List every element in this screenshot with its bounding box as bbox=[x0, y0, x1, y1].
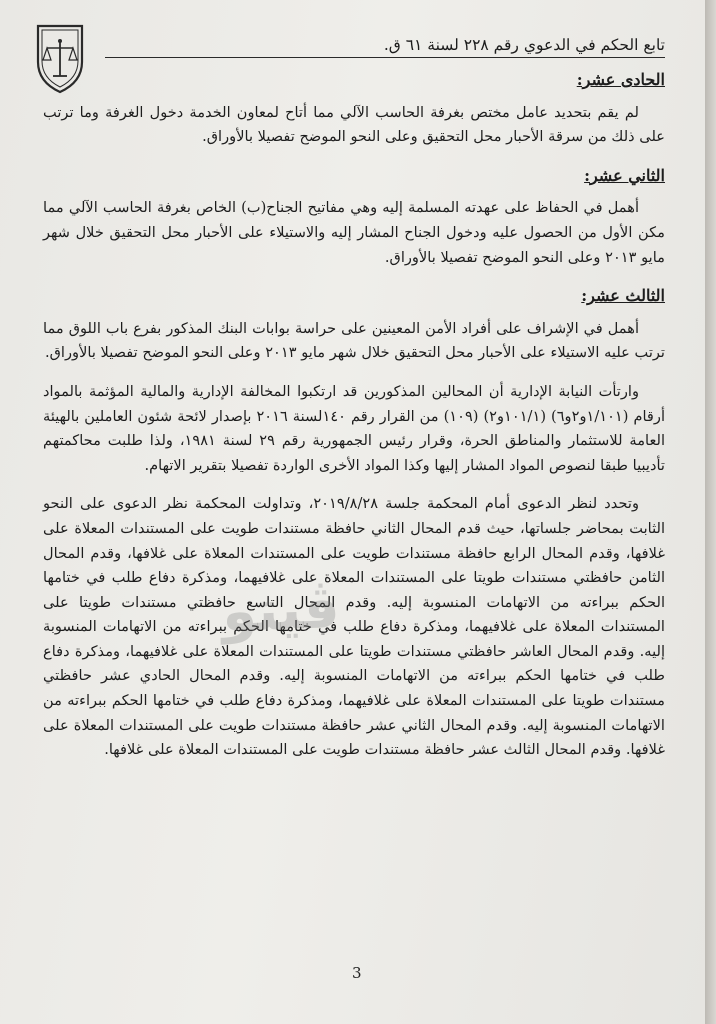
case-header: تابع الحكم في الدعوي رقم ٢٢٨ لسنة ٦١ ق. bbox=[105, 36, 665, 58]
page-edge bbox=[705, 0, 716, 1024]
page-number: 3 bbox=[352, 964, 362, 982]
prosecution-paragraph: وارتأت النيابة الإدارية أن المحالين المذكورين قد ارتكبوا المخالفة الإدارية والمالية المؤثمة بالمواد أرقام (١/١٠١و٢و٦) (١٠١/١و٢) (١٠٩) من القرار رقم ١٤٠لسنة ٢٠١٦ بإصدار لائحة شئون العاملين بالهيئة العامة للاستثمار والمناطق الحرة، وقرار رئيس الجمهورية رقم ٢٩ لسنة ١٩٨١، ولذا طلبت محاكمتهم تأديبيا طبقا لنصوص المواد المشار إليها وكذا المواد الأخرى الواردة تفصيلا بتقرير الاتهام. bbox=[43, 382, 666, 474]
section-paragraph-twelfth: أهمل في الحفاظ على عهدته المسلمة إليه وهي مفاتيح الجناح(ب) الخاص بغرفة الحاسب الآلي مما مكن الأول من الحصول عليه ودخول الجناح المشار إليه والاستيلاء على الأحبار محل التحقيق خلال شهر مايو ٢٠١٣ وعلى النحو الموضح تفصيلا بالأوراق. bbox=[43, 199, 665, 266]
document-content bbox=[43, 62, 665, 773]
watermark: ڤيتو bbox=[220, 575, 341, 646]
section-title-twelfth: الثاني عشر: bbox=[584, 165, 665, 185]
section-title-thirteenth: الثالث عشر: bbox=[581, 286, 665, 306]
section-paragraph-eleventh: لم يقم بتحديد عامل مختص بغرفة الحاسب الآلي مما أتاح لمعاون الخدمة دخول الغرفة وما ترتب على ذلك من سرقة الأحبار محل التحقيق وعلى النحو الموضح تفصيلا بالأوراق. bbox=[43, 103, 665, 146]
section-title-eleventh: الحادى عشر: bbox=[576, 70, 665, 89]
section-paragraph-thirteenth: أهمل في الإشراف على أفراد الأمن المعينين على حراسة بوابات البنك المذكور بفرع باب اللوق مما ترتب عليه الاستيلاء على الأحبار محل التحقيق خلال شهر مايو ٢٠١٣ وعلى النحو الموضح تفصيلا بالأوراق. bbox=[43, 319, 665, 362]
hearing-paragraph: وتحدد لنظر الدعوى أمام المحكمة جلسة ٢٠١٩/٨/٢٨، وتداولت المحكمة نظر الدعوى على النحو الثابت بمحاضر جلساتها، حيث قدم المحال الثاني حافظة مستندات طويت على المستندات المعلاة على غلافها، وقدم المحال الرابع حافظة مستندات طويت على المستندات المعلاة على غلافها، وقدم المحال الثامن حافظتي مستندات طويتا على المستندات المعلاة على غلافيهما، ومذكرة دفاع طلب في ختامها الحكم ببراءته من الاتهامات المنسوبة إليه. وقدم المحال التاسع حافظتي مستندات طويتا على المستندات المعلاة على غلافيهما، ومذكرة دفاع طلب في ختامها الحكم ببراءته من الاتهامات المنسوبة إليه. وقدم المحال العاشر حافظتي مستندات طويتا على المستندات المعلاة على غلافيهما، ومذكرة دفاع طلب في ختامها الحكم ببراءته من الاتهامات المنسوبة إليه. وقدم المحال الحادي عشر حافظتي مستندات طويتا على المستندات المعلاة على غلافيهما، ومذكرة دفاع طلب في ختامها الحكم ببراءته من الاتهامات المنسوبة إليه. وقدم المحال الثاني عشر حافظة مستندات طويت على المستندات المعلاة على غلافها. وقدم المحال الثالث عشر حافظة مستندات طويت على المستندات المعلاة على غلافها. bbox=[43, 495, 665, 759]
